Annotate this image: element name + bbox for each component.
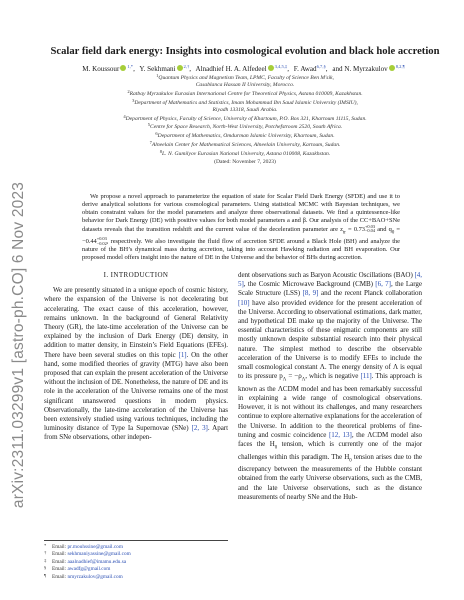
author-affiliation-marks: 1,*: [127, 64, 134, 69]
author: F. Awad$^{6,7,\S}$,: [293, 64, 328, 73]
author: Y. Sekhmani $^{2,\dagger}$,: [139, 64, 192, 73]
affiliation-number: 4: [123, 113, 126, 119]
email-link[interactable]: awadfg@gmail.com: [67, 566, 111, 573]
left-column: [44, 271, 228, 443]
intro-text: . This approach is known as the ΛCDM model and has been remarkably successful in explaining a wide range of cosmological observations. However, it is not without its challenges, and many researchers continue to explore alternative explanations for the acceleration of the Universe. In addition to the theoretical problems of fine-tuning and cosmic coincidence: [238, 372, 422, 439]
affiliation-text: Centre for Space Research, North-West University, Potchefstroom 2520, South Africa.: [150, 124, 343, 131]
intro-text: tension arises due to the discrepancy between the measurements of the Hubble constant obtained from the early Universe observations, such as the CMB, and the late Universe observations, such as the distance measurements of nearby SNe and the Hub-: [238, 452, 422, 501]
affiliation-number: 3: [132, 97, 135, 103]
abstract-text-1: We propose a novel approach to parameterize the equation of state for Scalar Field Dark Energy (SFDE) and use it to derive analytical solutions for various cosmological parameters. Using statistical MCMC with Bayesian techniques, we obtain constraint values for the model parameters and analyze three observational datasets. We find a quintessence-like behavior for Dark Energy (DE) with positive values for both model parameters a and β. Our analysis of the CC+BAO+SNe datasets reveals that the transition redshift and the current value of the deceleration parameter are z: [82, 193, 400, 233]
email-link[interactable]: sekhmaniyassine@gmail.com: [67, 551, 131, 558]
footnote-mark: ¶: [44, 572, 47, 578]
affiliation-text: Department of Physics, Faculty of Science, University of Khartoum, P.O. Box 321, Khartoum 11115, Sudan.: [125, 115, 367, 122]
author-affiliation-marks: 8,2,¶: [395, 64, 405, 69]
intro-text: dent observations such as Baryon Acoustic Oscillations (BAO): [238, 271, 415, 279]
author: Alnadhief H. A. Alfedeel $^{3,4,5,\ddagger}$,: [195, 64, 289, 73]
intro-text: , the Large Scale Structure (LSS): [238, 280, 422, 298]
footnote-email: [44, 565, 228, 572]
footnote-email: [44, 573, 228, 580]
abstract-text-4: = −0.44: [82, 225, 400, 246]
footnote-mark: §: [44, 565, 47, 571]
affiliation-line: [40, 89, 450, 98]
affiliation-number: 6: [155, 131, 158, 137]
affiliation-line: [40, 149, 450, 158]
email-link[interactable]: nmyrzakulov@gmail.com: [67, 573, 123, 580]
affiliation-line: [40, 114, 450, 123]
citation-link[interactable]: [12, 13]: [329, 430, 352, 439]
intro-text: . Apart from SNe observations, other indepen-: [44, 424, 228, 442]
affiliation-line: [40, 82, 450, 89]
dated-line: (Dated: November 7, 2023): [214, 159, 276, 166]
affiliation-text: Ratbay Myrzakulov Eurasian International Centre for Theoretical Physics, Astana 010009, Kazakhstan.: [129, 90, 363, 97]
intro-text: and the recent Planck collaboration: [318, 289, 422, 298]
arxiv-stamp-text: arXiv:2311.03299v1 [astro-ph.CO] 6 Nov 2023: [10, 181, 28, 509]
intro-text: , the ΛCDM model also faces the H: [238, 430, 422, 449]
abstract-text-3: and q: [375, 225, 392, 233]
author-name: M. Koussour: [82, 65, 120, 73]
citation-link[interactable]: [2, 3]: [191, 424, 208, 433]
citation-link[interactable]: [8, 9]: [302, 289, 319, 298]
citation-link[interactable]: [11]: [360, 372, 372, 381]
intro-text: have also provided evidence for the present acceleration of the Universe. According to observational estimations, dark matter, and hypothetical DE make up the majority of the Universe. The essential characteristics of these enigmatic components are still mostly unknown despite substantial research into their physical nature. The simplest method to describe the observable acceleration of the Universe is to modify EFEs to include the small cosmological constant Λ. The energy density of Λ is equal to its pressure p: [238, 298, 422, 381]
q0-upper-error: +0.03: [96, 236, 107, 242]
intro-text: , the Cosmic Microwave Background (CMB): [243, 280, 376, 289]
affiliation-line: [40, 98, 450, 107]
footnote-label: Email:: [52, 558, 68, 565]
author-name: and N. Myrzakulov: [332, 65, 388, 73]
ztr-lower-error: −0.04: [364, 228, 375, 234]
citation-link[interactable]: [1]: [178, 350, 187, 359]
footnote-email: [44, 558, 228, 565]
author-name: F. Awad: [293, 65, 317, 73]
affiliation-number: 7: [149, 140, 152, 146]
email-link[interactable]: aaalnadhief@imamu.edu.sa: [67, 558, 127, 565]
q0-lower-error: −0.02: [96, 240, 107, 246]
footnote-mark: †: [44, 550, 47, 556]
orcid-icon[interactable]: [389, 65, 395, 71]
affiliation-line: [40, 73, 450, 82]
author: M. Koussour $^{1,*}$,: [82, 64, 135, 73]
section-heading-introduction: I. INTRODUCTION: [103, 271, 169, 279]
author: [332, 65, 404, 73]
affiliation-number: 2: [127, 88, 130, 94]
ztr-upper-error: +0.03: [364, 223, 375, 229]
footnote-label: Email:: [52, 551, 68, 558]
footnote-label: Email:: [52, 544, 68, 550]
intro-text: = −ρ: [286, 372, 302, 381]
affiliation-line: [40, 122, 450, 131]
intro-text: tension, which is currently one of the major challenges within this paradigm. The H: [238, 440, 422, 461]
affiliation-number: 8: [159, 149, 163, 155]
footnote-label: Email:: [52, 566, 68, 573]
affiliation-line: [40, 107, 450, 114]
affiliation-text: Alneelain Center for Mathematical Sciences, Alneelain University, Kartoum, Sudan.: [151, 142, 341, 149]
abstract-text-5: , respectively. We also investigate the fluid flow of accretion SFDE around a Black Hole (BH) and analyze the nature of the BH’s dynamical mass during accretion, taking into account Hawking radiation and BH evaporation. Our proposed model offers insight into the nature of DE in the Universe and the behavior of BHs during accretion.: [82, 238, 400, 262]
subscript-lambda: Λ: [301, 377, 306, 383]
citation-link[interactable]: [6, 7]: [375, 280, 391, 289]
author-affiliation-marks: 6,7,§: [316, 64, 326, 69]
affiliation-text: Casablanca Hassan II University, Morocco.: [195, 81, 295, 88]
affiliation-text: Department of Mathematics, Omdurman Islamic University, Khartoum, Sudan.: [157, 133, 335, 140]
orcid-icon[interactable]: [268, 65, 274, 71]
affiliation-text: Riyadh 13318, Saudi Arabia.: [212, 106, 278, 113]
affiliation-text: Department of Mathematics and Statistics, Imam Mohammad Ibn Saud Islamic University (IMSIU),: [134, 99, 358, 106]
arxiv-identifier-stamp: [6, 150, 32, 540]
orcid-icon[interactable]: [177, 65, 183, 71]
orcid-icon[interactable]: [120, 65, 126, 71]
citation-link[interactable]: [10]: [238, 298, 250, 307]
intro-paragraph-continued: [238, 271, 422, 502]
subscript-tr: tr: [342, 230, 346, 236]
affiliation-number: 5: [147, 122, 151, 128]
subscript-0: 0: [274, 445, 278, 451]
intro-text: . On the other hand, some modified theories of gravity (MTG) have also been proposed that can explain the present acceleration of the Universe without the inclusion of DE. Nonetheless, the nature of DE and its role in the acceleration of the Universe remains one of the most significant unanswered questions in modern physics. Observationally, the late-time acceleration of the Universe has been extensively studied using various techniques, including the luminosity distance of Type Ia Supernovae (SNe): [44, 350, 228, 433]
email-link[interactable]: pr.mouhssine@gmail.com: [67, 544, 123, 550]
affiliation-number: 1: [156, 73, 159, 78]
footnote-label: Email:: [52, 573, 68, 580]
citation-link[interactable]: [4, 5]: [238, 271, 422, 289]
paper-title: Scalar field dark energy: Insights into cosmological evolution and black hole accretion: [50, 46, 440, 57]
affiliation-line: [40, 140, 450, 149]
affiliation-line: [40, 131, 450, 140]
abstract: [82, 193, 400, 262]
affiliation-text: Quantum Physics and Magnetism Team, LPMC, Faculty of Science Ben M'sik,: [158, 75, 334, 81]
right-column: [238, 271, 422, 502]
footnote-email: [44, 550, 228, 557]
author-name: Y. Sekhmani: [139, 65, 176, 73]
intro-paragraph-1: [44, 286, 228, 442]
author-affiliation-marks: 2,†: [183, 64, 190, 69]
footnote-mark: ‡: [44, 557, 47, 563]
subscript-lambda: Λ: [282, 377, 287, 383]
subscript-0: 0: [391, 230, 395, 236]
author-name: Alnadhief H. A. Alfedeel: [195, 65, 267, 73]
subscript-0: 0: [349, 458, 352, 464]
affiliation-text: L. N. Gumilyov Eurasian National University, Astana 010008, Kazakhstan.: [162, 151, 331, 158]
footnote-mark: *: [44, 543, 47, 548]
author-affiliation-marks: 3,4,5,‡: [274, 64, 288, 69]
intro-text: , which is negative: [305, 372, 361, 381]
affiliations: [40, 73, 450, 166]
intro-text: We are presently situated in a unique epoch of cosmic history, where the expansion of the Universe is not decelerating but accelerating. The exact cause of this acceleration, however, remains unknown. In the background of General Relativity Theory (GR), the late-time acceleration of the Universe can be explained by the inclusion of Dark Energy (DE) density, in addition to matter density, in Einstein’s Field Equations (EFEs). There have been several studies on this topic: [44, 286, 228, 359]
footnote-email: [44, 543, 228, 550]
email-footnotes: [44, 540, 228, 580]
abstract-text-2: = 0.73: [345, 225, 365, 233]
